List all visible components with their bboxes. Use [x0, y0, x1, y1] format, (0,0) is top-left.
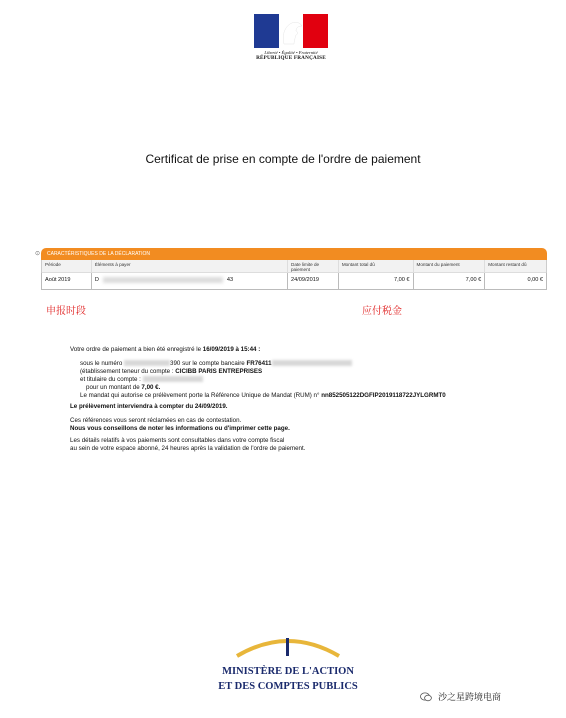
column-header-total: Montant total dû — [339, 260, 414, 272]
registration-datetime: 16/09/2019 à 15:44 : — [202, 346, 261, 353]
column-header-deadline: Date limite de paiement — [288, 260, 339, 272]
redacted-blur — [124, 360, 170, 366]
cell-remaining: 0,00 € — [527, 277, 543, 283]
element-suffix: 43 — [226, 277, 234, 283]
redacted-blur — [143, 376, 203, 382]
column-header-period: Période — [42, 260, 92, 272]
cell-deadline: 24/09/2019 — [288, 273, 339, 289]
table-header-row — [41, 260, 547, 272]
redacted-blur — [272, 360, 352, 366]
watermark — [420, 690, 501, 703]
annotation-period: 申报时段 — [46, 306, 86, 317]
column-header-payment: Montant du paiement — [414, 260, 486, 272]
annotation-tax: 应付税金 — [362, 306, 402, 317]
payment-amount: 7,00 €. — [141, 384, 161, 391]
page-title: Certificat de prise en compte de l'ordre de paiement — [145, 152, 421, 166]
ministry-logo — [208, 632, 368, 693]
republique-francaise-logo — [252, 14, 330, 61]
registration-line: Votre ordre de paiement a bien été enregistré le 16/09/2019 à 15:44 : — [70, 346, 261, 353]
wechat-icon — [420, 692, 432, 702]
ministry-arc-icon — [233, 632, 343, 658]
column-header-remaining: Montant restant dû — [488, 262, 527, 267]
element-prefix: D — [94, 277, 99, 283]
republic-name: RÉPUBLIQUE FRANÇAISE — [256, 55, 326, 61]
holder-line: et titulaire du compte : — [70, 376, 540, 384]
details-line-2: au sein de votre espace abonné, 24 heures après la validation de l'ordre de paiement. — [70, 445, 306, 452]
column-header-elements: Éléments à payer — [92, 260, 288, 272]
contestation-line: Ces références vous seront réclamées en cas de contestation. — [70, 417, 242, 424]
ministry-name-line-1: MINISTÈRE DE L'ACTION — [222, 666, 354, 677]
declaration-table — [41, 248, 547, 290]
cell-total: 7,00 € — [339, 273, 414, 289]
amount-line: pour un montant de 7,00 €. — [86, 384, 161, 391]
marianne-profile-icon — [276, 16, 306, 46]
cell-payment: 7,00 € — [414, 273, 486, 289]
table-row — [41, 272, 547, 290]
details-line-1: Les détails relatifs à vos paiements sont consultables dans votre compte fiscal — [70, 437, 285, 444]
advice-line: Nous vous conseillons de noter les informations ou d'imprimer cette page. — [70, 425, 290, 432]
iban: FR76411 — [246, 360, 272, 367]
ministry-name-line-2: ET DES COMPTES PUBLICS — [218, 681, 358, 692]
cell-period: Août 2019 — [42, 273, 92, 289]
watermark-text: 沙之星跨境电商 — [438, 693, 502, 703]
bank-name: CICIBB PARIS ENTREPRISES — [175, 368, 263, 375]
tricolor-flag — [254, 14, 328, 48]
mandate-line: Le mandat qui autorise ce prélèvement porte la Référence Unique de Mandat (RUM) n° nn852505122DGFIP2019118722JYLGRMT0 — [80, 392, 446, 399]
account-number-line: sous le numéro 390 sur le compte bancaire FR76411 — [70, 360, 540, 368]
mandate-reference: nn852505122DGFIP2019118722JYLGRMT0 — [321, 392, 446, 399]
confirmation-text — [70, 346, 540, 453]
motto: Liberté • Égalité • Fraternité — [264, 50, 318, 55]
section-bullet-icon: ⊙ — [35, 251, 41, 257]
table-section-title: CARACTÉRISTIQUES DE LA DÉCLARATION — [41, 248, 547, 260]
redacted-blur — [103, 277, 223, 283]
cell-elements — [92, 273, 288, 289]
debit-date-line: Le prélèvement interviendra à compter du 24/09/2019. — [70, 403, 228, 410]
bank-line: (établissement teneur du compte : CICIBB PARIS ENTREPRISES — [80, 368, 263, 375]
